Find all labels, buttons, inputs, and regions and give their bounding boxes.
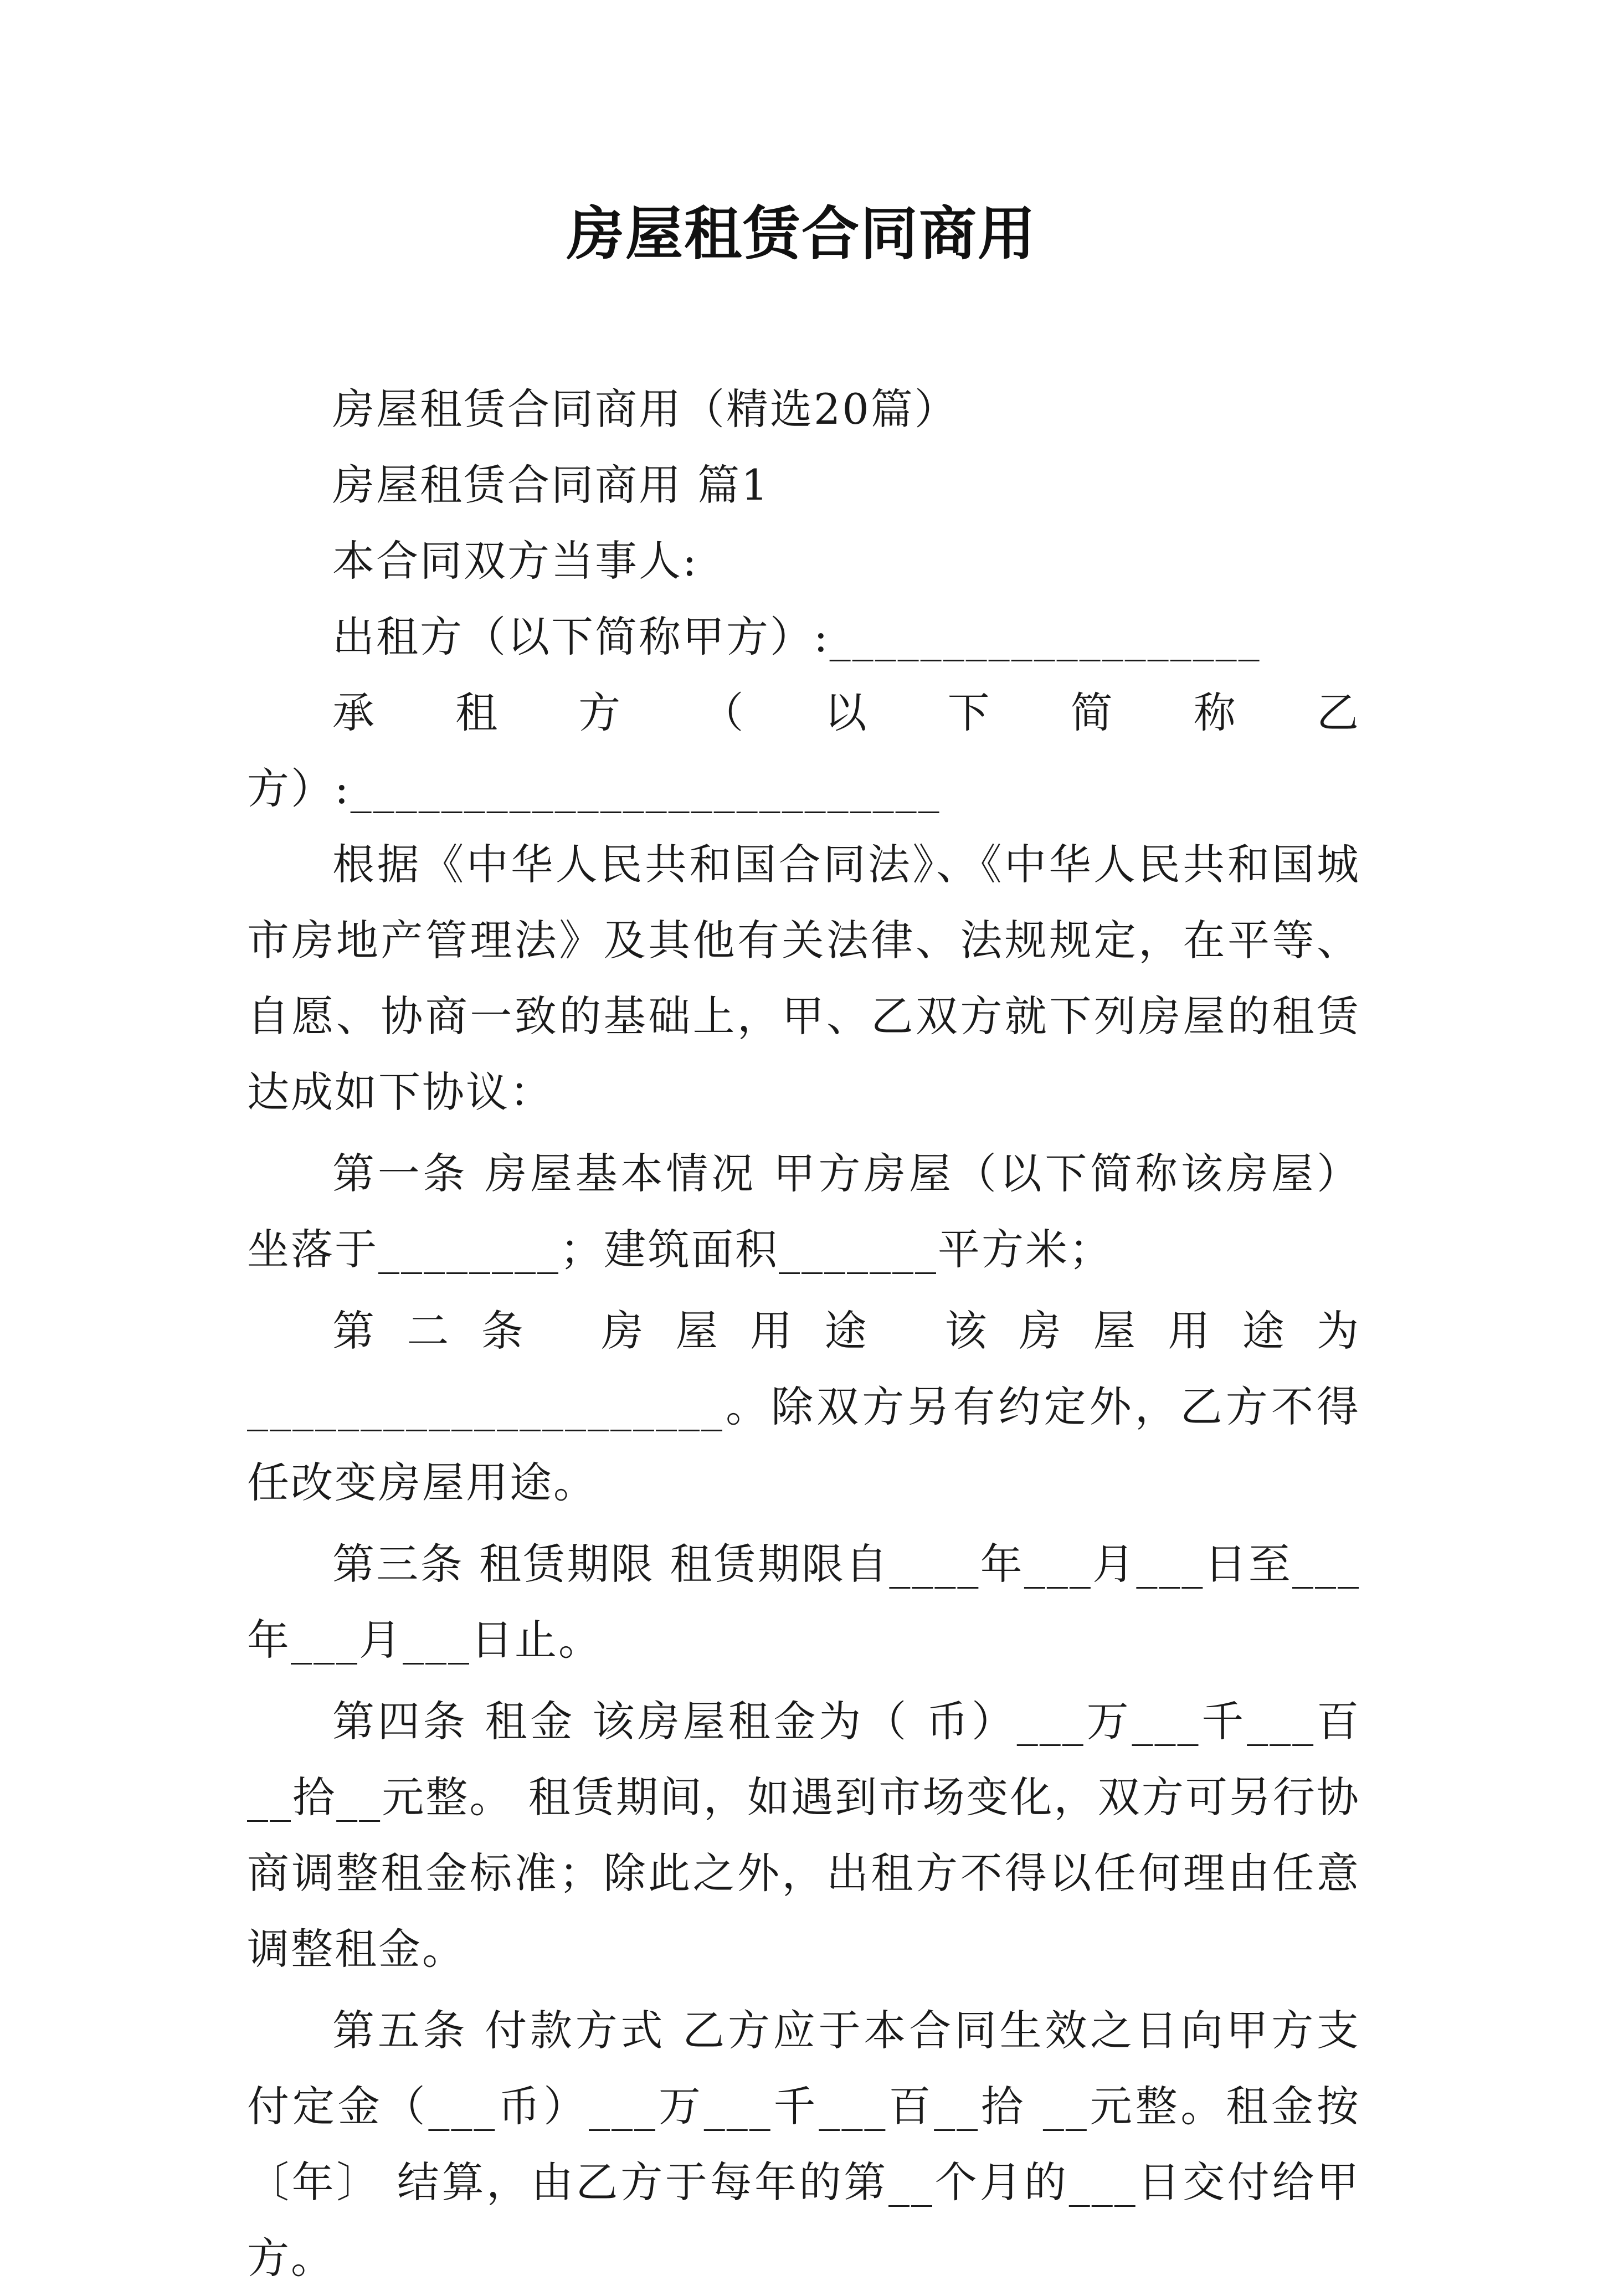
paragraph-legal-basis: 根据《中华人民共和国合同法》、《中华人民共和国城市房地产管理法》及其他有关法律、法规规定，在平等、自愿、协商一致的基础上，甲、乙双方就下列房屋的租赁达成如下协议： — [247, 840, 1360, 1117]
paragraph-lessee: 承租方（以下简称乙方）:__________________________ — [247, 688, 1360, 813]
paragraph-article-2: 第二条 房屋用途 该房屋用途为_____________________。除双方另有约定外，乙方不得任改变房屋用途。 — [247, 1306, 1360, 1507]
document-body — [247, 371, 1360, 2296]
paragraph-subtitle: 房屋租赁合同商用（精选20篇） — [332, 384, 958, 434]
paragraph-lessor: 出租方（以下简称甲方）:___________________ — [332, 612, 1261, 661]
document-title: 房屋租赁合同商用 — [566, 199, 1036, 268]
paragraph-article-3: 第三条 租赁期限 租赁期限自____年___月___日至___年___月___日止。 — [247, 1539, 1360, 1665]
paragraph-parties-intro: 本合同双方当事人: — [332, 536, 698, 585]
paragraph-article-4: 第四条 租金 该房屋租金为（ 币）___万___千___百__拾__元整。 租赁期间，如遇到市场变化，双方可另行协商调整租金标准；除此之外，出租方不得以任何理由任意调整租金。 — [247, 1697, 1360, 1974]
paragraph-article-1: 第一条 房屋基本情况 甲方房屋（以下简称该房屋）坐落于________；建筑面积_______平方米； — [247, 1149, 1360, 1274]
paragraph-article-5: 第五条 付款方式 乙方应于本合同生效之日向甲方支付定金（___币）___万___千___百__拾 __元整。租金按〔年〕 结算，由乙方于每年的第__个月的___日交付给甲方。 — [247, 2006, 1360, 2283]
paragraph-section-heading: 房屋租赁合同商用 篇1 — [332, 460, 770, 510]
